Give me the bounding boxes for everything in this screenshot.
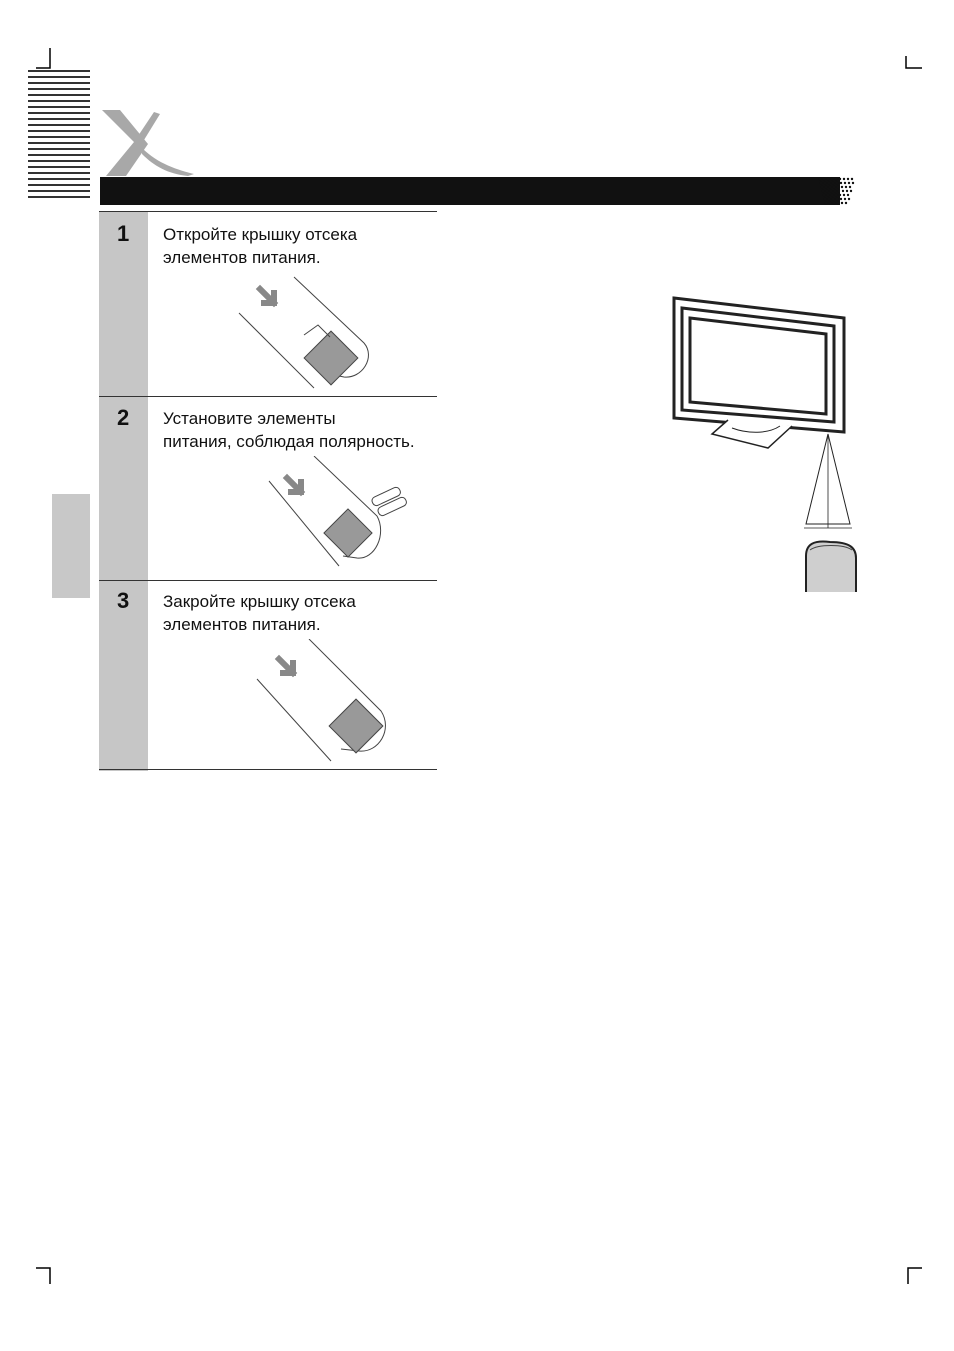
pattern-dot bbox=[827, 178, 829, 180]
crop-mark-bottom-right bbox=[904, 1266, 924, 1286]
pattern-dot bbox=[820, 182, 822, 184]
pattern-dot bbox=[821, 186, 823, 188]
stripe-line bbox=[28, 100, 90, 102]
step-instruction: Откройте крышку отсека элементов питания. bbox=[163, 225, 358, 267]
stripe-line bbox=[28, 82, 90, 84]
pattern-dot bbox=[836, 182, 838, 184]
pattern-dot bbox=[832, 198, 834, 200]
pattern-dot bbox=[823, 178, 825, 180]
pattern-dot bbox=[841, 202, 843, 204]
pattern-dot bbox=[836, 198, 838, 200]
pattern-dot bbox=[828, 198, 830, 200]
stripe-line bbox=[28, 112, 90, 114]
stripe-line bbox=[28, 70, 90, 72]
pattern-dot bbox=[852, 182, 854, 184]
arrow-down-right-icon bbox=[287, 478, 301, 492]
remote-insert-batteries-illustration bbox=[259, 456, 419, 571]
pattern-dot bbox=[844, 198, 846, 200]
side-tab bbox=[52, 494, 90, 598]
pattern-dot bbox=[847, 194, 849, 196]
step-number: 3 bbox=[117, 588, 130, 613]
pattern-dot bbox=[839, 194, 841, 196]
pattern-dot bbox=[824, 182, 826, 184]
step-number: 1 bbox=[117, 221, 130, 246]
remote-open-cover-illustration bbox=[234, 273, 384, 393]
x-logo bbox=[98, 104, 198, 176]
stripe-line bbox=[28, 160, 90, 162]
pattern-dot bbox=[843, 178, 845, 180]
stripe-line bbox=[28, 196, 90, 198]
pattern-dot bbox=[844, 182, 846, 184]
pattern-dot bbox=[827, 194, 829, 196]
remote-close-cover-illustration bbox=[249, 639, 399, 769]
pattern-dot bbox=[831, 194, 833, 196]
pattern-dot bbox=[839, 178, 841, 180]
pattern-dot bbox=[826, 190, 828, 192]
tv-illustration bbox=[668, 292, 858, 592]
stripe-line bbox=[28, 142, 90, 144]
pattern-dot bbox=[832, 182, 834, 184]
crop-mark-top-right bbox=[904, 56, 924, 72]
stripe-line bbox=[28, 88, 90, 90]
stripe-line bbox=[28, 190, 90, 192]
battery-cover-icon bbox=[324, 509, 372, 557]
step-instruction: Закройте крышку отсека элементов питания. bbox=[163, 592, 356, 634]
pattern-dot bbox=[830, 190, 832, 192]
battery-cover-icon bbox=[329, 699, 383, 753]
pattern-dot bbox=[840, 198, 842, 200]
step-divider bbox=[99, 580, 437, 581]
pattern-dot bbox=[845, 186, 847, 188]
step-divider bbox=[99, 396, 437, 397]
ir-signal-angle-icon bbox=[804, 434, 852, 528]
stripe-line bbox=[28, 148, 90, 150]
arrow-down-right-icon bbox=[260, 289, 274, 303]
pattern-dot bbox=[842, 190, 844, 192]
pattern-dot bbox=[838, 190, 840, 192]
pattern-dot bbox=[837, 186, 839, 188]
step-number: 2 bbox=[117, 405, 130, 430]
stripe-line bbox=[28, 184, 90, 186]
pattern-dot bbox=[825, 186, 827, 188]
section-header-bar bbox=[100, 177, 840, 205]
header-dot-pattern bbox=[818, 177, 862, 205]
pattern-dot bbox=[829, 186, 831, 188]
stripe-line bbox=[28, 106, 90, 108]
stripe-line bbox=[28, 166, 90, 168]
step-number-column bbox=[99, 211, 148, 771]
pattern-dot bbox=[833, 186, 835, 188]
pattern-dot bbox=[835, 194, 837, 196]
pattern-dot bbox=[831, 178, 833, 180]
arrow-down-right-icon bbox=[279, 659, 293, 673]
stripe-line bbox=[28, 118, 90, 120]
battery-icon bbox=[371, 486, 408, 517]
battery-installation-steps bbox=[99, 211, 437, 771]
pattern-dot bbox=[834, 190, 836, 192]
pattern-dot bbox=[846, 190, 848, 192]
pattern-dot bbox=[833, 202, 835, 204]
pattern-dot bbox=[851, 178, 853, 180]
remote-control-illustration bbox=[806, 542, 856, 592]
stripe-line bbox=[28, 94, 90, 96]
pattern-dot bbox=[829, 202, 831, 204]
pattern-dot bbox=[848, 182, 850, 184]
stripe-line bbox=[28, 136, 90, 138]
step-divider bbox=[99, 769, 437, 770]
crop-mark-top-left bbox=[36, 48, 56, 72]
pattern-dot bbox=[849, 186, 851, 188]
pattern-dot bbox=[848, 198, 850, 200]
pattern-dot bbox=[850, 190, 852, 192]
decorative-stripes bbox=[28, 70, 90, 200]
stripe-line bbox=[28, 178, 90, 180]
pattern-dot bbox=[845, 202, 847, 204]
pattern-dot bbox=[824, 198, 826, 200]
pattern-dot bbox=[843, 194, 845, 196]
stripe-line bbox=[28, 124, 90, 126]
pattern-dot bbox=[841, 186, 843, 188]
pattern-dot bbox=[825, 202, 827, 204]
stripe-line bbox=[28, 154, 90, 156]
step-divider bbox=[99, 211, 437, 212]
stripe-line bbox=[28, 76, 90, 78]
crop-mark-bottom-left bbox=[36, 1266, 56, 1286]
pattern-dot bbox=[837, 202, 839, 204]
stripe-line bbox=[28, 130, 90, 132]
pattern-dot bbox=[840, 182, 842, 184]
pattern-dot bbox=[823, 194, 825, 196]
stripe-line bbox=[28, 172, 90, 174]
pattern-dot bbox=[822, 190, 824, 192]
step-instruction: Установите элементы питания, соблюдая полярность. bbox=[163, 409, 415, 451]
pattern-dot bbox=[828, 182, 830, 184]
pattern-dot bbox=[847, 178, 849, 180]
pattern-dot bbox=[835, 178, 837, 180]
pattern-dot bbox=[819, 178, 821, 180]
